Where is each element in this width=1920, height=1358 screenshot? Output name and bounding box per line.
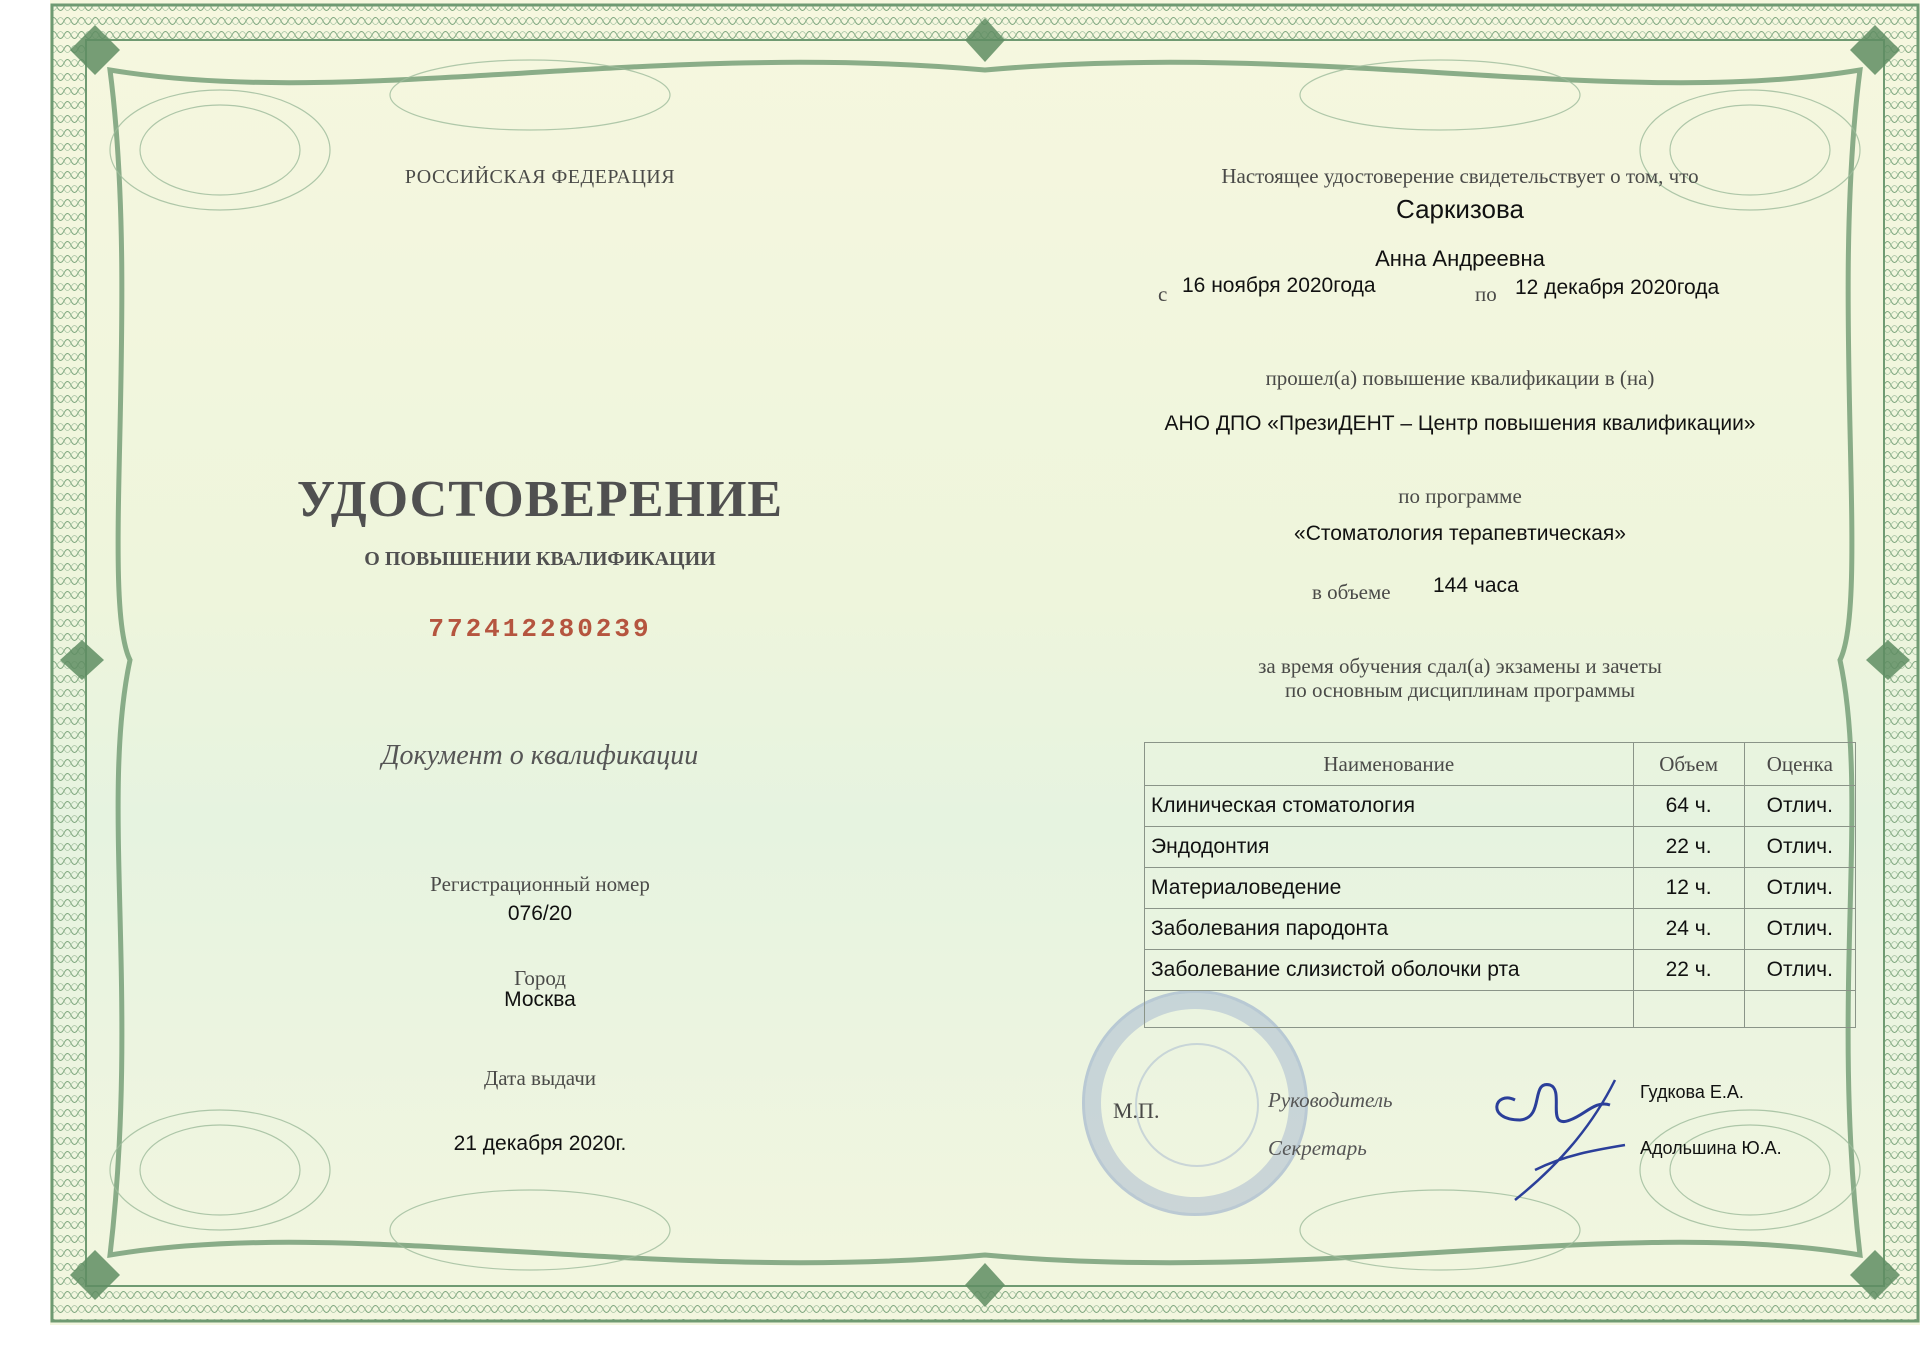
volume-value: 144 часа [1433,574,1519,597]
exams-line-2: по основным дисциплинам программы [1284,678,1635,702]
registration-value: 076/20 [507,902,573,925]
document-type: Документ о квалификации [381,740,699,771]
program-name: «Стоматология терапевтическая» [1294,522,1626,545]
document-title: УДОСТОВЕРЕНИЕ [296,471,784,528]
cell-name: Заболевания пародонта [1145,909,1634,950]
secretary-name: Адольшина Ю.А. [1640,1138,1782,1158]
intro-text: Настоящее удостоверение свидетельствует о том, что [1221,164,1699,188]
passed-text: прошел(а) повышение квалификации в (на) [1265,366,1655,390]
secretary-label: Секретарь [1268,1136,1367,1160]
table-header-row [1145,743,1856,786]
city-value: Москва [504,988,576,1011]
volume-label: в объеме [1312,580,1391,604]
to-date: 12 декабря 2020года [1515,276,1720,299]
mp-label: М.П. [1113,1098,1160,1123]
cell-grade: Отлич. [1744,909,1855,950]
cell-name: Материаловедение [1145,868,1634,909]
registration-label: Регистрационный номер [430,872,650,896]
cell-volume: 22 ч. [1633,827,1744,868]
serial-number: 772412280239 [428,614,652,644]
issue-date-value: 21 декабря 2020г. [453,1132,627,1155]
table-row-empty [1145,991,1856,1028]
cell-name: Заболевание слизистой оболочки рта [1145,950,1634,991]
header-name: Наименование [1145,743,1634,786]
holder-name: Анна Андреевна [1375,246,1545,271]
cell-volume: 22 ч. [1633,950,1744,991]
head-label: Руководитель [1268,1088,1393,1112]
cell-name: Клиническая стоматология [1145,786,1634,827]
cell-volume: 12 ч. [1633,868,1744,909]
header-volume: Объем [1633,743,1744,786]
from-date: 16 ноября 2020года [1182,274,1376,297]
table-row [1145,827,1856,868]
cell-volume: 64 ч. [1633,786,1744,827]
cell-grade: Отлич. [1744,786,1855,827]
table-row [1145,868,1856,909]
table-row [1145,909,1856,950]
cell-grade: Отлич. [1744,827,1855,868]
program-label: по программе [1398,484,1522,508]
cell-grade: Отлич. [1744,950,1855,991]
table-row [1145,950,1856,991]
city-label: Город [514,966,566,990]
cell-name: Эндодонтия [1145,827,1634,868]
disciplines-table [1144,742,1856,1028]
signature-mark [1475,1060,1655,1210]
head-name: Гудкова Е.А. [1640,1082,1744,1102]
cell-grade: Отлич. [1744,868,1855,909]
table-row [1145,786,1856,827]
document-subtitle: О ПОВЫШЕНИИ КВАЛИФИКАЦИИ [364,548,716,570]
to-label: по [1475,282,1497,306]
holder-surname: Саркизова [1396,194,1524,224]
from-label: с [1158,282,1168,306]
cell-volume: 24 ч. [1633,909,1744,950]
exams-line-1: за время обучения сдал(а) экзамены и зачеты [1258,654,1662,678]
issue-date-label: Дата выдачи [483,1066,597,1090]
certificate-sheet [50,0,1920,1325]
country-label: РОССИЙСКАЯ ФЕДЕРАЦИЯ [404,166,676,188]
organization-name: АНО ДПО «ПрезиДЕНТ – Центр повышения квалификации» [1164,412,1756,435]
header-grade: Оценка [1744,743,1855,786]
